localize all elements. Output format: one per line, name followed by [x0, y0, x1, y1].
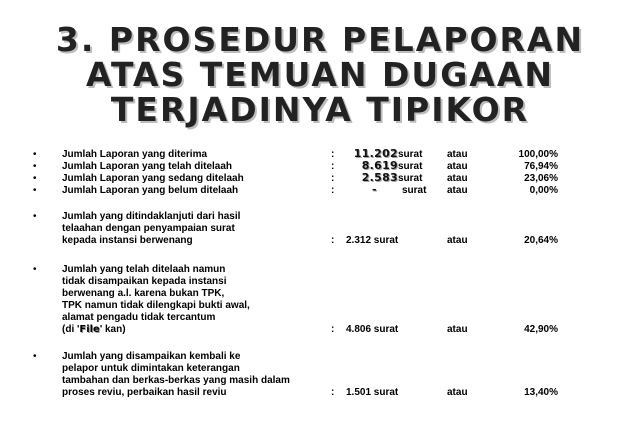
item-percent: 13,40% [524, 387, 558, 398]
summary-percent: 100,00% [518, 149, 558, 160]
summary-colon: : [331, 149, 335, 160]
summary-atau: atau [447, 161, 468, 172]
item-colon: : [331, 235, 335, 246]
bullet-icon: • [33, 351, 37, 362]
item-text-line: telaahan dengan penyampaian surat [62, 223, 235, 234]
bullet-icon: • [33, 149, 37, 160]
summary-value: - [372, 183, 377, 196]
summary-unit: surat [398, 161, 423, 172]
title-line-2: ATAS TEMUAN DUGAAN [85, 55, 554, 94]
item-atau: atau [447, 324, 468, 335]
item-text-line: tidak disampaikan kepada instansi [62, 276, 227, 287]
summary-value: 2.583 [361, 171, 398, 184]
bullet-icon: • [33, 185, 37, 196]
summary-atau: atau [447, 173, 468, 184]
item-text-line: alamat pengadu tidak tercantum [62, 312, 216, 323]
slide-title [40, 22, 600, 127]
item-colon: : [331, 387, 335, 398]
summary-unit: surat [398, 149, 423, 160]
summary-colon: : [331, 185, 335, 196]
summary-value: 11.202 [353, 147, 398, 160]
item-text-line-last [62, 324, 126, 336]
item-percent: 42,90% [524, 324, 558, 335]
summary-value: 8.619 [361, 159, 398, 172]
item-text-line: Jumlah yang disampaikan kembali ke [62, 351, 241, 362]
item-text-line: TPK namun tidak dilengkapi bukti awal, [62, 300, 250, 311]
item-atau: atau [447, 235, 468, 246]
bullet-icon: • [33, 161, 37, 172]
item-colon: : [331, 324, 335, 335]
item-text-suffix: ' kan) [99, 324, 126, 335]
title-line-1: 3. PROSEDUR PELAPORAN [55, 20, 585, 59]
item-text-line: proses reviu, perbaikan hasil reviu [62, 387, 227, 398]
item-text-line: Jumlah yang ditindaklanjuti dari hasil [62, 211, 241, 222]
item-text-line: kepada instansi berwenang [62, 235, 193, 246]
item-percent: 20,64% [524, 235, 558, 246]
summary-label: Jumlah Laporan yang belum ditelaah [62, 185, 239, 196]
summary-label: Jumlah Laporan yang diterima [62, 149, 208, 160]
summary-atau: atau [447, 149, 468, 160]
summary-colon: : [331, 173, 335, 184]
summary-percent: 23,06% [524, 173, 558, 184]
item-text-line: pelapor untuk dimintakan keterangan [62, 363, 240, 374]
item-value: 2.312 surat [346, 235, 399, 246]
item-value: 1.501 surat [346, 387, 399, 398]
summary-colon: : [331, 161, 335, 172]
summary-unit: surat [402, 185, 427, 196]
bullet-icon: • [33, 264, 37, 275]
summary-atau: atau [447, 185, 468, 196]
file-word: File [79, 324, 100, 335]
summary-label: Jumlah Laporan yang sedang ditelaah [62, 173, 244, 184]
item-text-line: tambahan dan berkas-berkas yang masih dalam [62, 375, 290, 386]
summary-percent: 76,94% [524, 161, 558, 172]
item-text-line: berwenang a.l. karena bukan TPK, [62, 288, 225, 299]
title-line-3: TERJADINYA TIPIKOR [110, 90, 530, 129]
summary-label: Jumlah Laporan yang telah ditelaah [62, 161, 233, 172]
summary-percent: 0,00% [529, 185, 558, 196]
item-atau: atau [447, 387, 468, 398]
item-text-line: Jumlah yang telah ditelaah namun [62, 264, 226, 275]
item-text-prefix: (di ' [62, 324, 80, 335]
bullet-icon: • [33, 173, 37, 184]
bullet-icon: • [33, 211, 37, 222]
summary-unit: surat [398, 173, 423, 184]
item-value: 4.806 surat [346, 324, 399, 335]
